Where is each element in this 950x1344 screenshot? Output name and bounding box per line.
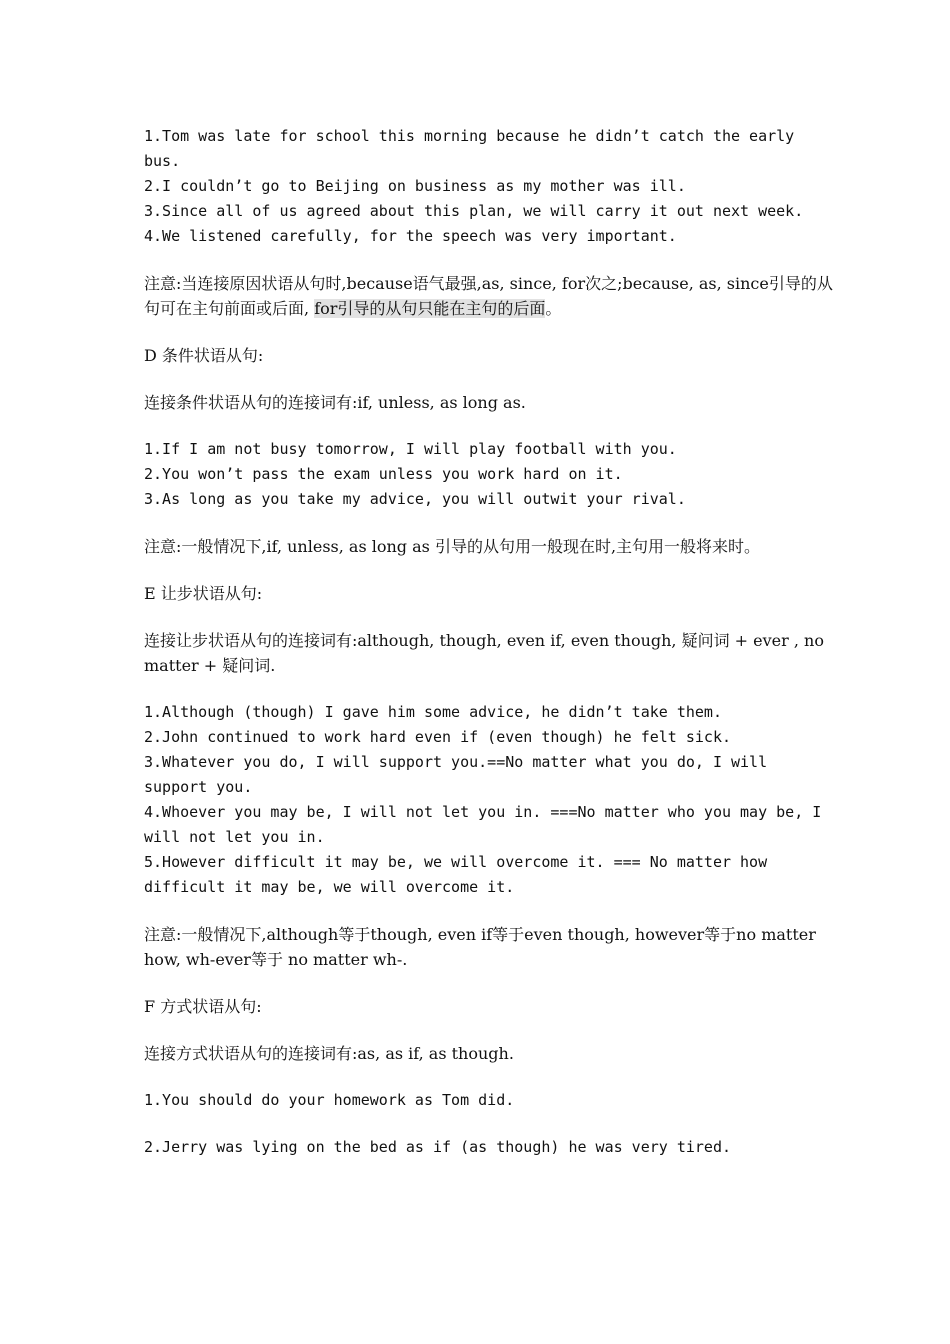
causal-example-2: 2.I couldn’t go to Beijing on business as my mother was ill. <box>144 177 686 195</box>
concession-example-1: 1.Although (though) I gave him some advice, he didn’t take them. <box>144 703 722 721</box>
concession-example-3: 3.Whatever you do, I will support you.==No matter what you do, I will support you. <box>144 753 777 796</box>
concession-example-4: 4.Whoever you may be, I will not let you in. ===No matter who you may be, I will not let you in. <box>144 803 831 846</box>
manner-connectors: 连接方式状语从句的连接词有:as, as if, as though. <box>144 1044 514 1063</box>
condition-examples <box>144 437 839 512</box>
section-heading-concession: E 让步状语从句: <box>144 584 263 603</box>
concession-connectors: 连接让步状语从句的连接词有:although, though, even if, even though, 疑问词 + ever , no matter + 疑问词. <box>144 631 824 675</box>
causal-note-suffix: 。 <box>545 299 562 318</box>
causal-example-3: 3.Since all of us agreed about this plan, we will carry it out next week. <box>144 202 804 220</box>
concession-examples <box>144 700 839 900</box>
condition-example-1: 1.If I am not busy tomorrow, I will play football with you. <box>144 440 677 458</box>
causal-note <box>144 271 839 321</box>
manner-example-1: 1.You should do your homework as Tom did. <box>144 1091 515 1109</box>
concession-note: 注意:一般情况下,although等于though, even if等于even though, however等于no matter how, wh-ever等于 no matter wh-. <box>144 925 816 969</box>
condition-note: 注意:一般情况下,if, unless, as long as 引导的从句用一般现在时,主句用一般将来时。 <box>144 537 761 556</box>
condition-example-2: 2.You won’t pass the exam unless you work hard on it. <box>144 465 623 483</box>
concession-example-2: 2.John continued to work hard even if (even though) he felt sick. <box>144 728 731 746</box>
manner-example-2: 2.Jerry was lying on the bed as if (as though) he was very tired. <box>144 1138 731 1156</box>
document-body <box>144 124 839 1160</box>
section-heading-condition: D 条件状语从句: <box>144 346 264 365</box>
causal-note-highlight: for引导的从句只能在主句的后面 <box>314 299 546 318</box>
causal-example-1: 1.Tom was late for school this morning because he didn’t catch the early bus. <box>144 127 804 170</box>
condition-connectors: 连接条件状语从句的连接词有:if, unless, as long as. <box>144 393 526 412</box>
concession-example-5: 5.However difficult it may be, we will overcome it. === No matter how difficult it may be, we will overcome it. <box>144 853 777 896</box>
causal-note-prefix: 注意:当连接原因状语从句时,because语气最强,as, since, for次之;because, as, since引导的从句可在主句前面或后面, <box>144 274 833 318</box>
condition-example-3: 3.As long as you take my advice, you will outwit your rival. <box>144 490 686 508</box>
causal-examples <box>144 124 839 249</box>
section-heading-manner: F 方式状语从句: <box>144 997 262 1016</box>
causal-example-4: 4.We listened carefully, for the speech was very important. <box>144 227 677 245</box>
